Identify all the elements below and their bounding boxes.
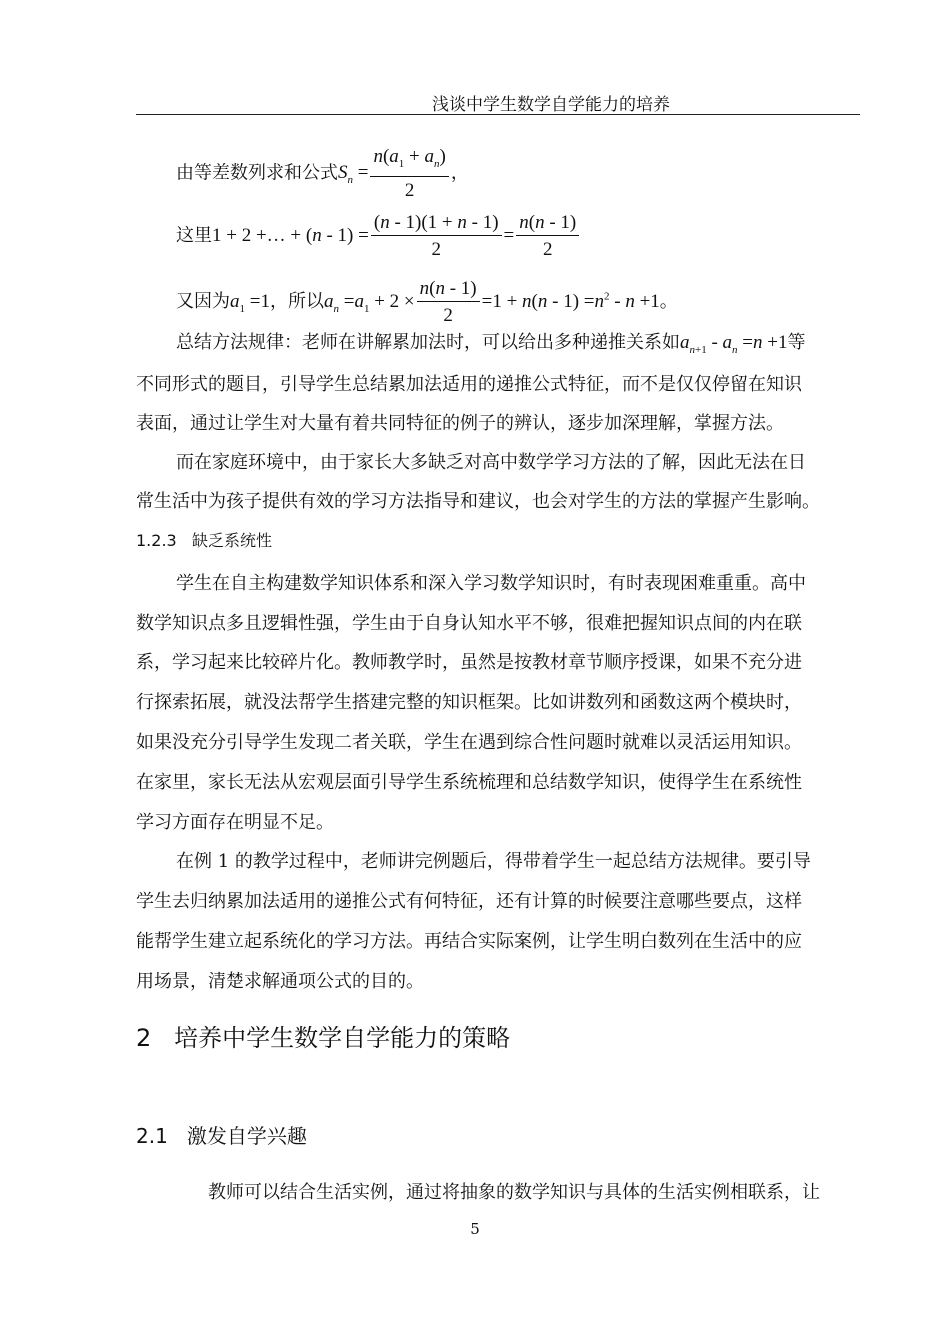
para4-line: 能帮学生建立起系统化的学习方法。再结合实际案例，让学生明白数列在生活中的应 [136,931,802,952]
section-1-2-3-heading [136,528,272,551]
formula-result-line [176,278,678,327]
para3-line: 系，学习起来比较碎片化。教师教学时，虽然是按教材章节顺序授课，如果不充分进 [136,652,802,673]
recurrence-formula: $a_{n+1} - a_n =n +1$ [680,332,788,356]
section-title: 缺乏系统性 [191,531,272,550]
section-number: 2 [136,1024,152,1052]
para3-line: 数学知识点多且逻辑性强，学生由于自身认知水平不够，很难把握知识点间的内在联 [136,613,802,634]
formula-here-line [176,212,581,261]
para4-line: 学生去归纳累加法适用的递推公式有何特征，还有计算的时候要注意哪些要点，这样 [136,891,802,912]
para2-line1: 而在家庭环境中，由于家长大多缺乏对高中数学学习方法的了解，因此无法在日 [176,452,806,473]
page-header [136,88,860,115]
formula-sum-line [176,146,469,202]
para1-line2: 不同形式的题目，引导学生总结累加法适用的递推公式特征，而不是仅仅停留在知识 [136,374,802,395]
section-2-heading [136,1018,510,1053]
formula-1-prefix: 由等差数列求和公式 [176,162,338,184]
para4-line: 用场景，清楚求解通项公式的目的。 [136,971,424,992]
section-title: 培养中学生数学自学能力的策略 [174,1024,511,1052]
arithmetic-sum-formula: 1 + 2 +… + (n - 1) = $\frac{(n - 1)(1 + n - 1)}{2}$ = $\frac{n(n - 1)}{2}$ [212,225,581,246]
a1-value: $a_1 =1$ [230,290,270,315]
formula-2-prefix: 这里 [176,224,212,246]
general-term-formula: $a_n =a_1 + 2$ × $\frac{n(n - 1)}{2}$ $=1 + n(n - 1) =n^2 - n +1$ [323,278,660,326]
para5-line1: 教师可以结合生活实例，通过将抽象的数学知识与具体的生活实例相联系，让 [208,1182,820,1203]
formula-3-prefix: 又因为 [176,290,230,312]
section-title: 激发自学兴趣 [186,1124,307,1148]
formula-3-suffix: 。 [659,290,678,312]
header-title: 浅谈中学生数学自学能力的培养 [432,95,670,115]
section-number: 1.2.3 [136,531,177,550]
para3-line: 行探索拓展，就没法帮学生搭建完整的知识框架。比如讲数列和函数这两个模块时， [136,692,802,713]
section-number: 2.1 [136,1124,168,1148]
formula-3-mid: ，所以 [269,290,324,312]
section-2-1-heading [136,1120,307,1149]
formula-1-suffix: ， [450,162,469,184]
page-number: 5 [470,1220,480,1238]
para3-line: 在家里，家长无法从宏观层面引导学生系统梳理和总结数学知识，使得学生在系统性 [136,772,802,793]
para3-line: 学生在自主构建数学知识体系和深入学习数学知识时，有时表现困难重重。高中 [176,573,806,594]
para3-line: 学习方面存在明显不足。 [136,812,334,833]
para1-line3: 表面，通过让学生对大量有着共同特征的例子的辨认，逐步加深理解，掌握方法。 [136,413,784,434]
para1-line1 [176,331,805,362]
sum-formula: $S_n$ = $\frac{n(a_1 + a_n)}{2}$ [338,162,451,183]
para1-line1-end: 等 [787,332,806,353]
para1-line1-start: 总结方法规律：老师在讲解累加法时，可以给出多种递推关系如 [176,332,680,353]
para4-line: 在例 1 的教学过程中，老师讲完例题后，得带着学生一起总结方法规律。要引导 [176,851,811,872]
para2-line2: 常生活中为孩子提供有效的学习方法指导和建议，也会对学生的方法的掌握产生影响。 [136,491,820,512]
para3-line: 如果没充分引导学生发现二者关联，学生在遇到综合性问题时就难以灵活运用知识。 [136,732,802,753]
